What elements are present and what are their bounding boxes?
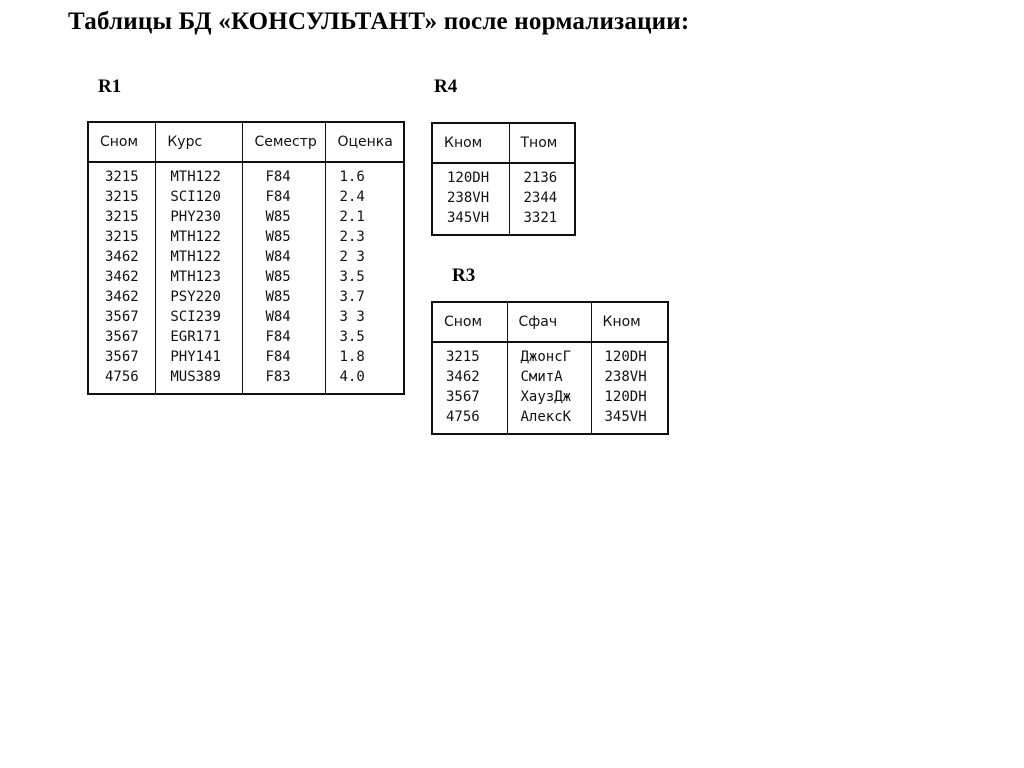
table-cell: 3215 [446, 349, 480, 365]
table-cell: 3567 [446, 389, 480, 405]
table-cell: EGR171 [170, 329, 221, 345]
table-cell: 120DH [447, 170, 490, 186]
table-cell: F83 [265, 369, 291, 385]
table-cell: F84 [265, 329, 291, 345]
column-header: Сном [88, 122, 156, 162]
table-cell: 3215 [105, 169, 139, 185]
table-cell: MTH122 [170, 249, 221, 265]
table-cell: 2.4 [339, 189, 365, 205]
table-cell: PHY230 [170, 209, 221, 225]
table-cell: PHY141 [170, 349, 221, 365]
table-r3 [431, 301, 669, 435]
table-header-row [432, 123, 575, 163]
table-body-row [88, 162, 404, 394]
table-cell: W85 [265, 269, 291, 285]
table-cell: 4756 [446, 409, 480, 425]
table-column [591, 342, 668, 434]
table-cell: 120DH [604, 349, 647, 365]
table-label-r1: R1 [98, 76, 122, 97]
table-cell: АлексК [520, 409, 572, 425]
page-title: Таблицы БД «КОНСУЛЬТАНТ» после нормализации: [68, 8, 690, 35]
column-header: Оценка [326, 122, 404, 162]
table-cell: 3215 [105, 209, 139, 225]
table-cell: W84 [265, 249, 291, 265]
column-header: Сном [432, 302, 507, 342]
table-cell: 345VH [604, 409, 647, 425]
table-cell: 1.6 [339, 169, 365, 185]
table-cell: 120DH [604, 389, 647, 405]
table-cell: SCI120 [170, 189, 221, 205]
table-cell: 345VH [447, 210, 490, 226]
column-header: Кном [432, 123, 509, 163]
table-cell: СмитА [520, 369, 563, 385]
table-cell: 3.5 [339, 329, 365, 345]
table-body-row [432, 163, 575, 235]
table-cell: 3567 [105, 349, 139, 365]
table-cell: 2.3 [339, 229, 365, 245]
table-cell: 3215 [105, 189, 139, 205]
table-cell: 3 3 [339, 309, 365, 325]
table-cell: W85 [265, 209, 291, 225]
table-cell: 2 3 [339, 249, 365, 265]
table-cell: 2136 [523, 170, 558, 186]
table-column [432, 342, 507, 434]
table-header-row [432, 302, 668, 342]
table-column [507, 342, 591, 434]
table-label-r3: R3 [452, 265, 476, 286]
table-cell: MUS389 [170, 369, 221, 385]
table-cell: W85 [265, 229, 291, 245]
table-column [326, 162, 404, 394]
column-header: Сфач [507, 302, 591, 342]
table-cell: 3.7 [339, 289, 365, 305]
table-cell: F84 [265, 189, 291, 205]
table-cell: 3462 [446, 369, 480, 385]
table-cell: ХаузДж [520, 389, 572, 405]
table-cell: PSY220 [170, 289, 221, 305]
table-column [156, 162, 243, 394]
table-cell: 238VH [447, 190, 490, 206]
table-cell: SCI239 [170, 309, 221, 325]
column-header: Кном [591, 302, 668, 342]
table-cell: MTH122 [170, 169, 221, 185]
table-cell: 3462 [105, 269, 139, 285]
table-cell: 3567 [105, 309, 139, 325]
table-cell: W85 [265, 289, 291, 305]
table-cell: MTH122 [170, 229, 221, 245]
table-cell: F84 [265, 169, 291, 185]
table-cell: 2344 [523, 190, 558, 206]
column-header: Семестр [243, 122, 326, 162]
table-cell: 1.8 [339, 349, 365, 365]
table-column [509, 163, 575, 235]
table-cell: 3567 [105, 329, 139, 345]
table-cell: F84 [265, 349, 291, 365]
table-body-row [432, 342, 668, 434]
table-column [432, 163, 509, 235]
table-label-r4: R4 [434, 76, 458, 97]
table-cell: 3.5 [339, 269, 365, 285]
table-cell: 2.1 [339, 209, 365, 225]
table-cell: 3321 [523, 210, 558, 226]
table-cell: 4756 [105, 369, 139, 385]
table-column [88, 162, 156, 394]
table-cell: 3462 [105, 289, 139, 305]
table-cell: ДжонсГ [520, 349, 572, 365]
column-header: Курс [156, 122, 243, 162]
table-cell: 3215 [105, 229, 139, 245]
table-cell: 238VH [604, 369, 647, 385]
column-header: Тном [509, 123, 575, 163]
table-r1 [87, 121, 405, 395]
table-header-row [88, 122, 404, 162]
table-r4 [431, 122, 576, 236]
table-cell: 4.0 [339, 369, 365, 385]
table-column [243, 162, 326, 394]
table-cell: MTH123 [170, 269, 221, 285]
table-cell: 3462 [105, 249, 139, 265]
table-cell: W84 [265, 309, 291, 325]
